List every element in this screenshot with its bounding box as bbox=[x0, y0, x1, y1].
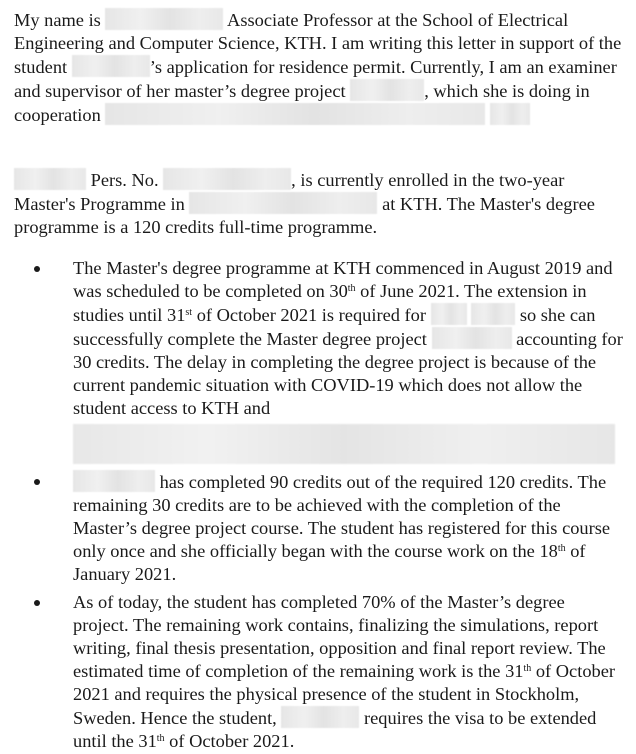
intro-text-3: ’s application for residence permit. Currently, I am an examiner and supervisor of her master’s degree project bbox=[14, 57, 617, 101]
redacted-name-start bbox=[490, 103, 530, 125]
bullet-dot-icon bbox=[34, 600, 40, 606]
redacted-student-name bbox=[471, 303, 515, 325]
bullet-1-text-2: of June 2021. The extension in studies until 31 bbox=[73, 281, 587, 325]
redacted-text-block bbox=[73, 424, 615, 464]
redacted-student-name bbox=[14, 168, 86, 190]
intro-text-1: My name is bbox=[14, 10, 101, 30]
bullet-1-text-5: accounting for 30 credits. The delay in completing the degree project is because of the current pandemic situation with COVID-19 which does not allow the student access to KTH and bbox=[73, 329, 623, 418]
bullet-3-text-1: As of today, the student has completed 70% of the Master’s degree project. The remaining work contains, finalizing the simulations, report writing, final thesis presentation, opposition and final report review. The estimated time of completion of the remaining work is the 31 bbox=[73, 592, 606, 681]
bullet-text bbox=[73, 470, 625, 586]
ordinal-suffix: th bbox=[523, 663, 532, 674]
redacted-project-title bbox=[432, 327, 512, 349]
bullet-3-text-4: of October 2021. bbox=[169, 731, 295, 751]
bullet-2-text-2: of January 2021. bbox=[73, 541, 586, 584]
bullet-text bbox=[73, 257, 625, 464]
intro-text-2: Associate Professor at the School of Electrical Engineering and Computer Science, KTH. I am writing this letter in support of the student bbox=[14, 10, 622, 77]
redacted-organization bbox=[105, 103, 485, 125]
bullet-text bbox=[73, 591, 625, 753]
ordinal-suffix: th bbox=[347, 283, 356, 294]
redacted-personal-number bbox=[163, 168, 291, 190]
bullet-dot-icon bbox=[34, 266, 40, 272]
enrollment-paragraph bbox=[14, 168, 626, 239]
redacted-student-name bbox=[73, 470, 155, 492]
bullet-3-text-2: of October 2021 and requires the physical presence of the student in Stockholm, Sweden. Hence the student, bbox=[73, 661, 616, 728]
redacted-name bbox=[105, 8, 223, 30]
bullet-dot-icon bbox=[34, 479, 40, 485]
intro-paragraph bbox=[14, 8, 626, 127]
bullet-2-text-1: has completed 90 credits out of the required 120 credits. The remaining 30 credits are to be achieved with the completion of the Master’s degree project course. The student has registered for this course only once and she officially began with the course work on the 18 bbox=[73, 472, 611, 561]
intro-text-4: , which she is doing in cooperation bbox=[14, 81, 590, 125]
enrollment-text-1: Pers. No. bbox=[90, 170, 159, 190]
redacted-student-name bbox=[431, 303, 467, 325]
ordinal-suffix: st bbox=[185, 307, 193, 318]
enrollment-text-3: at KTH. The Master's degree programme is a 120 credits full-time programme. bbox=[14, 194, 595, 237]
bullet-1-text-3: of October 2021 is required for bbox=[196, 305, 426, 325]
redacted-programme-name bbox=[189, 192, 377, 214]
redacted-student-name bbox=[72, 55, 150, 77]
ordinal-suffix: th bbox=[557, 543, 566, 554]
bullet-1-text-1: The Master's degree programme at KTH commenced in August 2019 and was scheduled to be completed on 30 bbox=[73, 258, 613, 301]
redacted-project-title bbox=[350, 79, 424, 101]
bullet-1-text-4: so she can successfully complete the Master degree project bbox=[73, 305, 596, 349]
enrollment-text-2: , is currently enrolled in the two-year Master's Programme in bbox=[14, 170, 565, 214]
bullet-3-text-3: requires the visa to be extended until the 31 bbox=[73, 708, 597, 751]
redacted-student-name bbox=[281, 706, 359, 728]
ordinal-suffix: th bbox=[156, 733, 165, 744]
